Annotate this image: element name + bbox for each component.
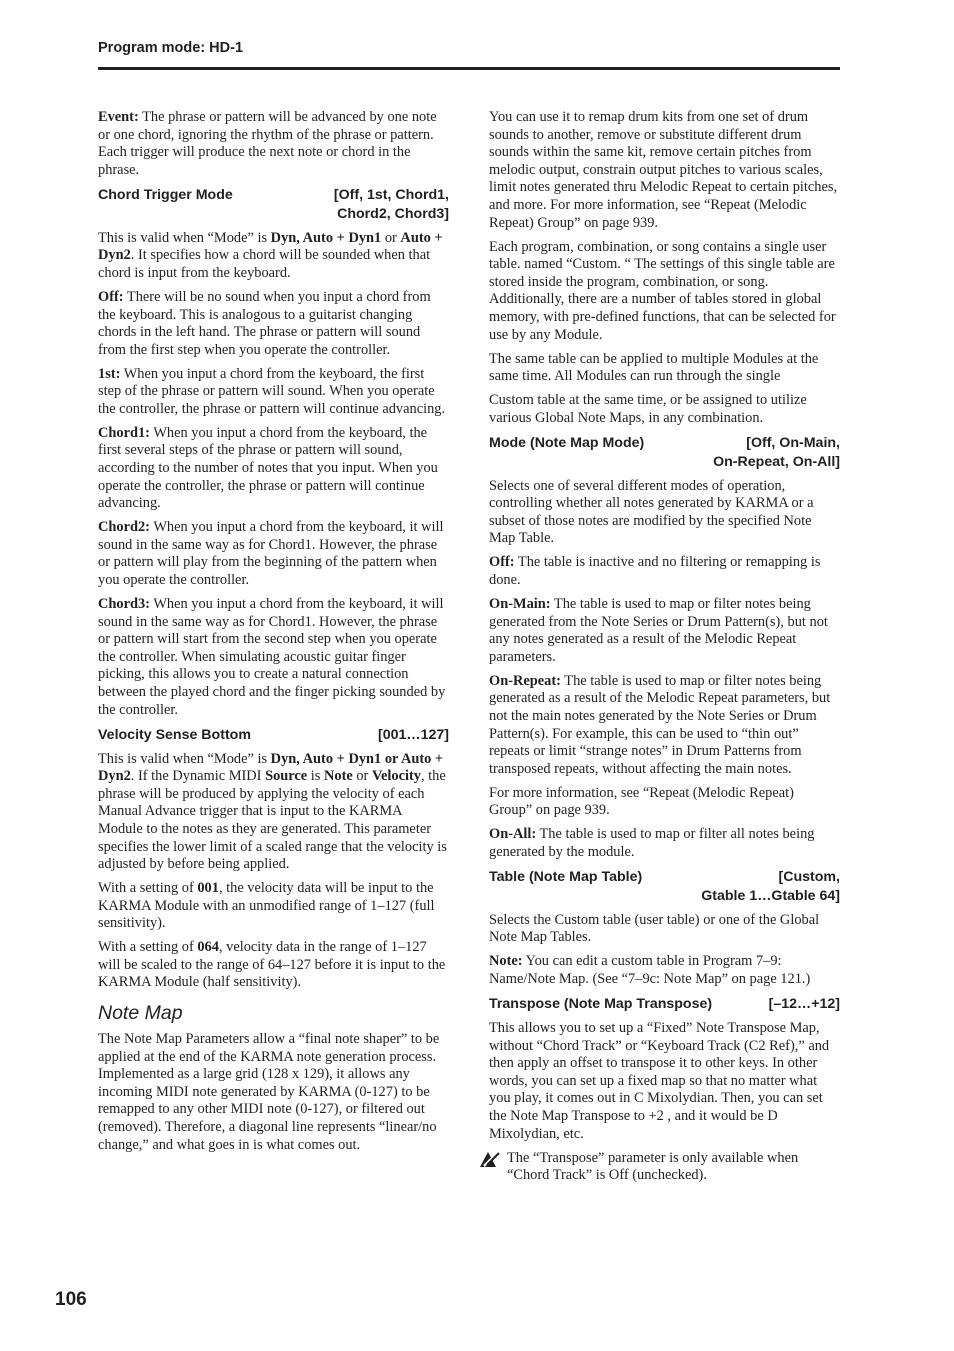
param-name: Table (Note Map Table) bbox=[489, 868, 643, 885]
param-name: Transpose (Note Map Transpose) bbox=[489, 996, 713, 1013]
left-column bbox=[98, 109, 449, 1161]
note-map-table-heading bbox=[489, 868, 840, 906]
chord-trigger-mode-heading bbox=[98, 186, 449, 224]
page-number: 106 bbox=[55, 1289, 87, 1310]
param-range: [001…127] bbox=[378, 726, 449, 743]
option-1st: 1st: When you input a chord from the keyboard, the first step of the phrase or pattern will sound. When you operate the controller, the phrase or pattern will continue advancing. bbox=[98, 365, 446, 417]
mode-more-info: For more information, see “Repeat (Melodic Repeat) Group” on page 939. bbox=[489, 784, 794, 819]
mode-on-all: On-All: The table is used to map or filter all notes being generated by the module. bbox=[489, 826, 815, 860]
user-table-paragraph: Each program, combination, or song contains a single user table. named “Custom. “ The settings of this single table are stored inside the program, combination, or song. Additionally, there are a number of tables stored in global memory, with pre-defined functions, that can be selected for use by any Module. bbox=[489, 238, 836, 343]
option-chord3: Chord3: When you input a chord from the keyboard, it will sound in the same way as for Chord1. However, the phrase or pattern will start from the second step when you operate the controller. When simulating acoustic guitar finger picking, this allows you to create a natural connection between the played chord and the finger picking sounded by the controller. bbox=[98, 596, 446, 718]
mode-on-repeat: On-Repeat: The table is used to map or filter notes being generated as a result of the Melodic Repeat parameters, but not the main notes generated by the Note Series or Drum Pattern(s). For example, this can be used to “thin out” repeats or limit “strange notes” in Drum Patterns from transposed repeats, without affecting the main notes. bbox=[489, 672, 831, 777]
velocity-desc: This is valid when “Mode” is Dyn, Auto + Dyn1 or Auto + Dyn2. If the Dynamic MIDI Source is Note or Velocity, the phrase will be produced by applying the velocity of each Manual Advance trigger that is input to the KARMA Module to the notes as they are generated. This parameter specifies the lower limit of a scaled range that the velocity is adjusted by before being applied. bbox=[98, 750, 447, 873]
same-table-paragraph: The same table can be applied to multiple Modules at the same time. All Modules can run through the single bbox=[489, 350, 819, 385]
note-map-transpose-heading bbox=[489, 995, 840, 1014]
option-off: Off: There will be no sound when you input a chord from the keyboard. This is analogous to a guitarist changing chords in the left hand. The phrase or pattern will sound from the first step when you operate the controller. bbox=[98, 288, 431, 358]
caution-text: The “Transpose” parameter is only available when “Chord Track” is Off (unchecked). bbox=[507, 1149, 799, 1184]
mode-off: Off: The table is inactive and no filtering or remapping is done. bbox=[489, 554, 821, 589]
note-map-heading: Note Map bbox=[98, 1002, 183, 1025]
param-name: Velocity Sense Bottom bbox=[98, 726, 251, 743]
param-name: Chord Trigger Mode bbox=[98, 186, 233, 203]
mode-desc: Selects one of several different modes of operation, controlling whether all notes generated by KARMA or a subset of those notes are modified by the specified Note Map Table. bbox=[489, 477, 814, 547]
velocity-064: With a setting of 064, velocity data in the range of 1–127 will be scaled to the range of 64–127 before it is input to the KARMA Module (half sensitivity). bbox=[98, 939, 446, 991]
param-range: [Custom, Gtable 1…Gtable 64] bbox=[701, 868, 840, 904]
caution-pen-icon bbox=[479, 1150, 501, 1168]
velocity-001: With a setting of 001, the velocity data will be input to the KARMA Module with an unmodified range of 1–127 (full sensitivity). bbox=[98, 880, 435, 932]
velocity-sense-bottom-heading bbox=[98, 726, 449, 745]
param-name: Mode (Note Map Mode) bbox=[489, 434, 645, 451]
note-map-intro: The Note Map Parameters allow a “final note shaper” to be applied at the end of the KARMA note generation process. Implemented as a large grid (128 x 129), it allows any incoming MIDI note generated by KARMA (0-127) to be remapped to any other MIDI note (0-127), or filtered out (removed). Therefore, a diagonal line represents “linear/no change,” and what goes in is what comes out. bbox=[98, 1031, 440, 1153]
caution-note bbox=[479, 1150, 840, 1185]
right-column bbox=[489, 109, 840, 1185]
chord-trigger-desc: This is valid when “Mode” is Dyn, Auto + Dyn1 or Auto + Dyn2. It specifies how a chord will be sounded when that chord is input from the keyboard. bbox=[98, 229, 443, 281]
transpose-desc: This allows you to set up a “Fixed” Note Transpose Map, without “Chord Track” or “Keyboard Track (C2 Ref),” and then apply an offset to transpose it to other keys. In other words, you can set up a fixed map so that no matter what you play, it comes out in C Mixolydian. Then, you can set the Note Map Transpose to +2 , and it would be D Mixolydian, etc. bbox=[489, 1020, 830, 1142]
option-chord1: Chord1: When you input a chord from the keyboard, the first several steps of the phrase or pattern will sound, according to the number of notes that you input. When you operate the controller, the phrase or pattern will continue advancing. bbox=[98, 424, 438, 512]
event-paragraph: Event: The phrase or pattern will be advanced by one note or one chord, ignoring the rhythm of the phrase or pattern. Each trigger will produce the next note or chord in the phrase. bbox=[98, 109, 437, 178]
table-note: Note: You can edit a custom table in Program 7–9: Name/Note Map. (See “7–9c: Note Map” on page 121.) bbox=[489, 953, 811, 988]
mode-on-main: On-Main: The table is used to map or filter notes being generated from the Note Series or Drum Pattern(s), but not any notes generated as a result of the Melodic Repeat parameters. bbox=[489, 596, 828, 665]
note-map-mode-heading bbox=[489, 434, 840, 472]
remap-paragraph: You can use it to remap drum kits from one set of drum sounds to another, remove or substitute different drum sounds within the same kit, remove certain pitches from melodic output, constrain output pitches to various scales, limit notes generated thru Melodic Repeat to certain pitches, and more. For more information, see “Repeat (Melodic Repeat) Group” on page 939. bbox=[489, 109, 838, 231]
custom-table-paragraph: Custom table at the same time, or be assigned to utilize various Global Note Maps, in any combination. bbox=[489, 392, 807, 426]
param-range: [Off, On-Main, On-Repeat, On-All] bbox=[713, 434, 840, 470]
header-rule bbox=[98, 67, 840, 70]
option-chord2: Chord2: When you input a chord from the keyboard, it will sound in the same way as for Chord1. However, the phrase or pattern will play from the beginning of the pattern when you operate the controller. bbox=[98, 519, 444, 589]
table-desc: Selects the Custom table (user table) or one of the Global Note Map Tables. bbox=[489, 911, 820, 946]
page-header: Program mode: HD-1 bbox=[98, 40, 244, 56]
param-range: [Off, 1st, Chord1, Chord2, Chord3] bbox=[333, 186, 449, 222]
param-range: [–12…+12] bbox=[768, 996, 840, 1013]
